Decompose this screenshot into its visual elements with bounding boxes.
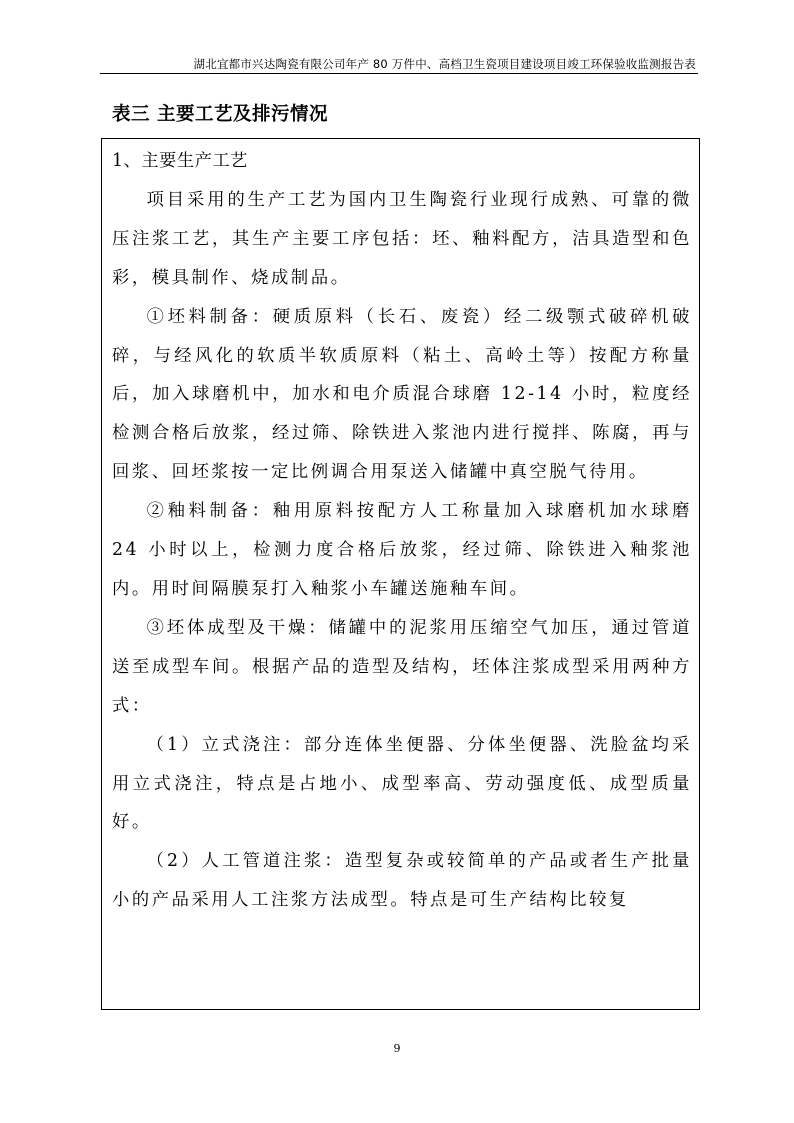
header-rule bbox=[100, 73, 698, 74]
section-title: 表三 主要工艺及排污情况 bbox=[112, 104, 328, 125]
paragraph-intro: 项目采用的生产工艺为国内卫生陶瓷行业现行成熟、可靠的微压注浆工艺，其生产主要工序包括：坯、釉料配方，洁具造型和色彩，模具制作、烧成制品。 bbox=[112, 189, 692, 288]
paragraph-vertical-casting: （1）立式浇注：部分连体坐便器、分体坐便器、洗脸盆均采用立式浇注，特点是占地小、成型率高、劳动强度低、成型质量好。 bbox=[112, 734, 692, 833]
content-body bbox=[112, 142, 692, 920]
page-number: 9 bbox=[393, 1042, 401, 1055]
subheading-main-process: 1、主要生产工艺 bbox=[112, 151, 248, 171]
paragraph-glaze-prep: ②釉料制备：釉用原料按配方人工称量加入球磨机加水球磨 24 小时以上，检测力度合格后放浆，经过筛、除铁进入釉浆池内。用时间隔膜泵打入釉浆小车罐送施釉车间。 bbox=[112, 501, 692, 599]
paragraph-manual-casting: （2）人工管道注浆：造型复杂或较简单的产品或者生产批量小的产品采用人工注浆方法成型。特点是可生产结构比较复 bbox=[112, 851, 692, 911]
paragraph-forming: ③坯体成型及干燥：储罐中的泥浆用压缩空气加压，通过管道送至成型车间。根据产品的造型及结构，坯体注浆成型采用两种方式： bbox=[112, 617, 692, 716]
running-header: 湖北宜都市兴达陶瓷有限公司年产 80 万件中、高档卫生瓷项目建设项目竣工环保验收监测报告表 bbox=[193, 57, 696, 71]
paragraph-body-prep: ①坯料制备：硬质原料（长石、废瓷）经二级颚式破碎机破碎，与经风化的软质半软质原料（粘土、高岭土等）按配方称量后，加入球磨机中，加水和电介质混合球磨 12-14 小时，粒度经检测合格后放浆，经过筛、除铁进入浆池内进行搅拌、陈腐，再与回浆、回坯浆按一定比例调合用泵送入储罐中真空脱气待用。 bbox=[112, 306, 692, 483]
content-table-cell bbox=[101, 138, 700, 1010]
